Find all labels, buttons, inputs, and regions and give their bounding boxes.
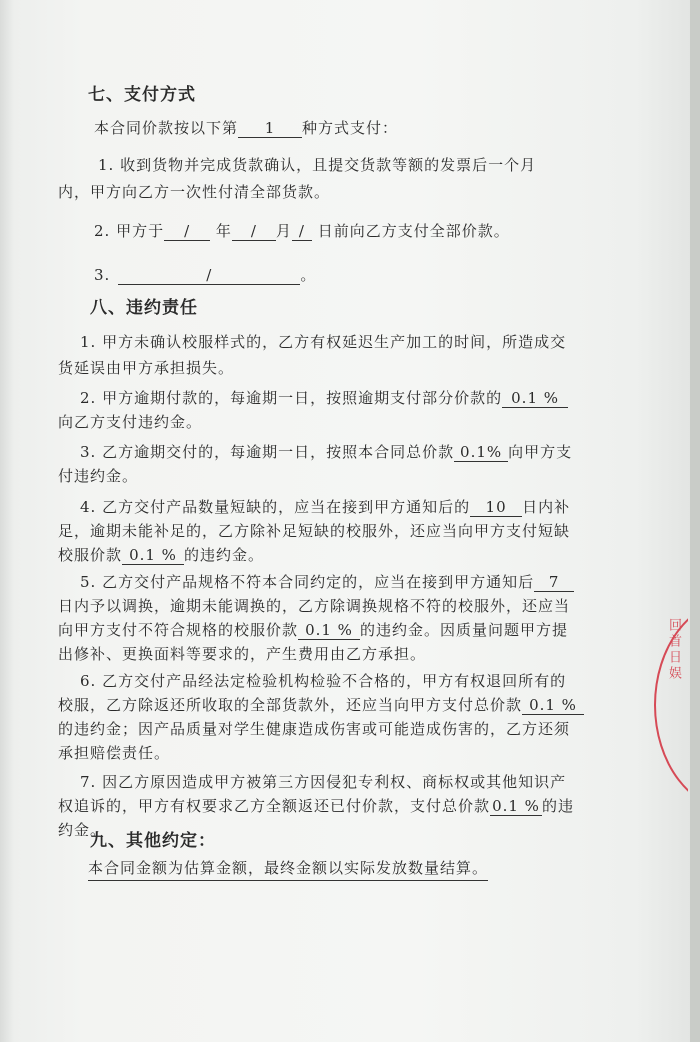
clause-7-rate: 0.1 % [490,797,542,816]
clause-4-rate: 0.1 % [122,546,184,565]
payment-method-number: 1 [238,119,302,138]
clause-3-text-post: 向甲方支 [508,443,573,461]
clause-7-text-2-post: 的违 [542,797,575,815]
clause-5-line4: 出修补、更换面料等要求的，产生费用由乙方承担。 [58,645,427,663]
payment-item2-pre: 2. 甲方于 [94,222,165,240]
payment-intro [94,118,398,138]
clause-6-rate: 0.1 % [522,696,584,715]
clause-4-text-3: 校服价款 [58,546,123,564]
payment-item3-post: 。 [300,266,317,284]
clause-6-line2 [58,695,584,715]
clause-4-text: 4. 乙方交付产品数量短缺的，应当在接到甲方通知后的 [80,498,471,516]
clause-4-line1 [80,497,570,517]
payment-item3-blank: / [118,266,300,285]
clause-7-line3: 约金。 [58,821,107,839]
clause-5-line2: 日内予以调换，逾期未能调换的，乙方除调换规格不符的校服外，还应当 [58,597,571,615]
clause-7-line1: 7. 因乙方原因造成甲方被第三方因侵犯专利权、商标权或其他知识产 [80,773,567,791]
clause-7-line2 [58,796,574,816]
clause-5-rate: 0.1 % [298,621,360,640]
payment-intro-post: 种方式支付： [302,119,399,137]
clause-3-text: 3. 乙方逾期交付的，每逾期一日，按照本合同总价款 [80,443,455,461]
clause-3-rate: 0.1% [454,443,508,462]
clause-2-rate: 0.1 % [502,389,568,408]
section-7-title: 七、支付方式 [88,85,196,105]
clause-4-line3 [58,545,264,565]
clause-2-line2: 向乙方支付违约金。 [58,413,203,431]
payment-month-blank: / [232,222,276,241]
clause-4-line2: 足，逾期未能补足的，乙方除补足短缺的校服外，还应当向甲方支付短缺 [58,522,571,540]
clause-1-line2: 货延误由甲方承担损失。 [58,359,235,377]
clause-4-days: 10 [470,498,522,517]
clause-3-line1 [80,442,572,462]
clause-2-line1 [80,388,568,408]
payment-item2-post: 日前向乙方支付全部价款。 [317,222,510,240]
page-edge [690,0,700,1042]
clause-4-text-post: 日内补 [522,498,571,516]
clause-6-text-2: 校服，乙方除返还所收取的全部货款外，还应当向甲方支付总价款 [58,696,523,714]
clause-5-days: 7 [534,573,574,592]
seal-text: 回首日娱 [666,618,681,682]
clause-6-line1: 6. 乙方交付产品经法定检验机构检验不合格的，甲方有权退回所有的 [80,672,567,690]
clause-7-text-2: 权追诉的，甲方有权要求乙方全额返还已付价款，支付总价款 [58,797,491,815]
payment-item2 [94,221,510,241]
clause-5-line3 [58,620,568,640]
payment-item3-pre: 3. [94,266,111,284]
clause-3-line2: 付违约金。 [58,467,139,485]
payment-intro-pre: 本合同价款按以下第 [94,119,239,137]
section-9-title: 九、其他约定： [90,831,216,851]
payment-item1-line2: 内，甲方向乙方一次性付清全部货款。 [58,183,331,201]
payment-item1-line1: 1. 收到货物并完成货款确认，且提交货款等额的发票后一个月 [98,156,537,174]
clause-5-text-3-post: 的违约金。因质量问题甲方提 [360,621,569,639]
payment-year-label: 年 [215,222,232,240]
clause-2-text: 2. 甲方逾期付款的，每逾期一日，按照逾期支付部分价款的 [80,389,503,407]
payment-year-blank: / [164,222,210,241]
clause-5-text: 5. 乙方交付产品规格不符本合同约定的，应当在接到甲方通知后 [80,573,535,591]
other-agreement-text: 本合同金额为估算金额，最终金额以实际发放数量结算。 [88,858,488,881]
payment-day-blank: / [292,222,312,241]
clause-6-line3: 的违约金；因产品质量对学生健康造成伤害或可能造成伤害的，乙方还须 [58,720,571,738]
payment-item3 [94,265,316,285]
section-8-title: 八、违约责任 [90,298,198,318]
clause-5-line1 [80,572,574,592]
clause-4-text-3-post: 的违约金。 [184,546,265,564]
payment-month-label: 月 [275,222,292,240]
red-seal-stamp [648,598,688,808]
clause-1-line1: 1. 甲方未确认校服样式的，乙方有权延迟生产加工的时间，所造成交 [80,333,567,351]
scan-shadow [0,0,14,1042]
clause-5-text-3: 向甲方支付不符合规格的校服价款 [58,621,299,639]
clause-6-line4: 承担赔偿责任。 [58,744,171,762]
